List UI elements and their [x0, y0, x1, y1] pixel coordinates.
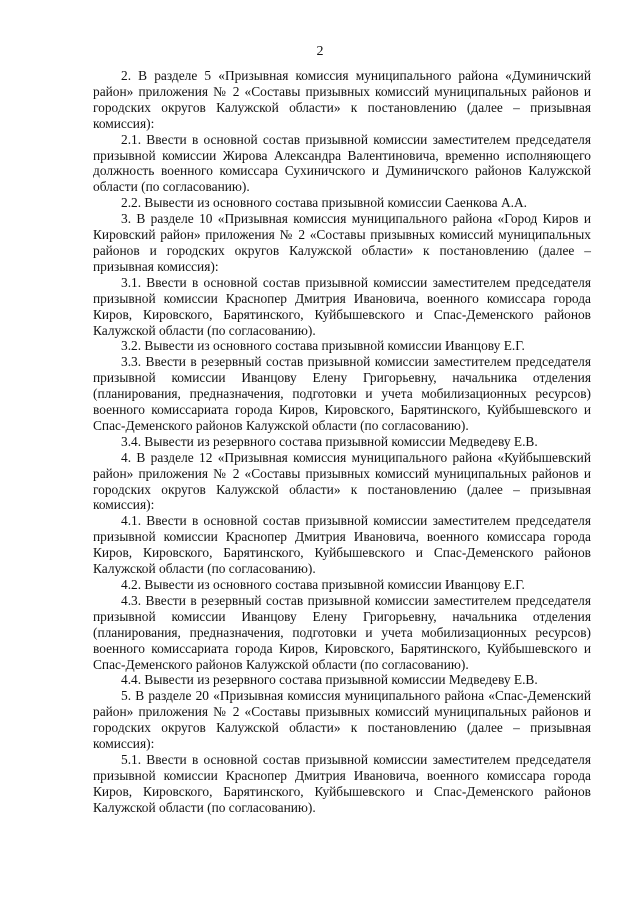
document-body [93, 68, 591, 816]
paragraph-5-1: 5.1. Ввести в основной состав призывной комиссии заместителем председателя призывной комиссии Краснопер Дмитрия Ивановича, военного комиссара города Киров, Кировского, Барятинского, Куйбышевского и Спас-Деменского районов Калужской области (по согласованию). [93, 751, 591, 815]
paragraph-3: 3. В разделе 10 «Призывная комиссия муниципального района «Город Киров и Кировский район» приложения № 2 «Составы призывных комиссий муниципальных районов и городских округов Калужской области» к постановлению (далее – призывная комиссия): [93, 211, 591, 274]
paragraph-2: 2. В разделе 5 «Призывная комиссия муниципального района «Думиничский район» приложения № 2 «Составы призывных комиссий муниципальных районов и городских округов Калужской области» к постановлению (далее – призывная комиссия): [93, 68, 591, 131]
paragraph-2-2: 2.2. Вывести из основного состава призывной комиссии Саенкова А.А. [121, 195, 527, 211]
paragraph-3-3: 3.3. Ввести в резервный состав призывной комиссии заместителем председателя призывной комиссии Иванцову Елену Григорьевну, начальника отделения (планирования, предназначения, подготовки и учета мобилизационных ресурсов) военного комиссариата города Киров, Кировского, Барятинского, Куйбышевского и Спас-Деменского районов Калужской области (по согласованию). [93, 354, 591, 433]
paragraph-4-1: 4.1. Ввести в основной состав призывной комиссии заместителем председателя призывной комиссии Краснопер Дмитрия Ивановича, военного комиссара города Киров, Кировского, Барятинского, Куйбышевского и Спас-Деменского районов Калужской области (по согласованию). [93, 513, 591, 577]
paragraph-4-3: 4.3. Ввести в резервный состав призывной комиссии заместителем председателя призывной комиссии Иванцову Елену Григорьевну, начальника отделения (планирования, предназначения, подготовки и учета мобилизационных ресурсов) военного комиссариата города Киров, Кировского, Барятинского, Куйбышевского и Спас-Деменского районов Калужской области (по согласованию). [93, 592, 591, 672]
paragraph-3-1: 3.1. Ввести в основной состав призывной комиссии заместителем председателя призывной комиссии Краснопер Дмитрия Ивановича, военного комиссара города Киров, Кировского, Барятинского, Куйбышевского и Спас-Деменского районов Калужской области (по согласованию). [93, 274, 591, 338]
paragraph-4-2: 4.2. Вывести из основного состава призывной комиссии Иванцову Е.Г. [121, 577, 525, 592]
page-number: 2 [316, 44, 324, 59]
paragraph-3-2: 3.2. Вывести из основного состава призывной комиссии Иванцову Е.Г. [121, 338, 525, 354]
paragraph-4: 4. В разделе 12 «Призывная комиссия муниципального района «Куйбышевский район» приложения № 2 «Составы призывных комиссий муниципальных районов и городских округов Калужской области» к постановлению (далее – призывная комиссия): [93, 449, 591, 513]
paragraph-2-1: 2.1. Ввести в основной состав призывной комиссии заместителем председателя призывной комиссии Жирова Александра Валентиновича, временно исполняющего должность военного комиссара Сухиничского и Думиничского районов Калужской области (по согласованию). [93, 131, 591, 195]
paragraph-3-4: 3.4. Вывести из резервного состава призывной комиссии Медведеву Е.В. [121, 433, 538, 449]
paragraph-4-4: 4.4. Вывести из резервного состава призывной комиссии Медведеву Е.В. [121, 672, 538, 688]
paragraph-5: 5. В разделе 20 «Призывная комиссия муниципального района «Спас-Деменский район» приложения № 2 «Составы призывных комиссий муниципальных районов и городских округов Калужской области» к постановлению (далее – призывная комиссия): [93, 688, 591, 752]
